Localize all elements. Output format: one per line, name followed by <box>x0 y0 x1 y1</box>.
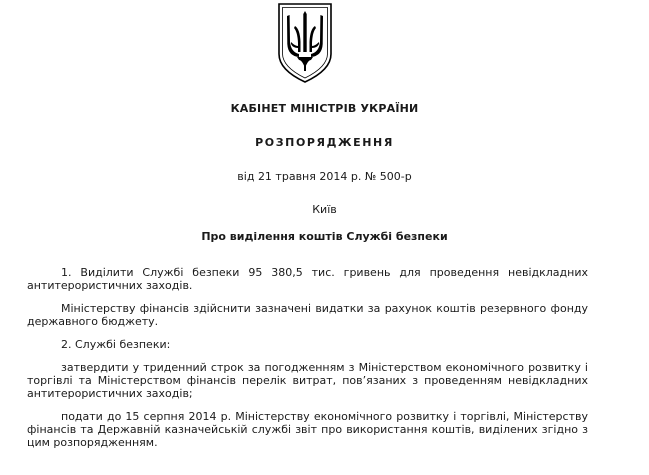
paragraph-4: затвердити у триденний строк за погодженням з Міністерством економічного розвитку і торгівлі та Міністерством фінансів перелік витрат, пов’язаних з проведенням невідкладних антитерористичних заходів; <box>27 361 588 400</box>
document-type: РОЗПОРЯДЖЕННЯ <box>255 136 394 149</box>
paragraph-5: подати до 15 серпня 2014 р. Міністерству економічного розвитку і торгівлі, Міністерству фінансів та Державній казначейській службі звіт про використання коштів, виділених згідно з цим розпорядженням. <box>27 410 588 449</box>
document-title: Про виділення коштів Службі безпеки <box>201 230 448 243</box>
paragraph-2: Міністерству фінансів здійснити зазначені видатки за рахунок коштів резервного фонду державного бюджету. <box>27 302 588 328</box>
issuing-authority: КАБІНЕТ МІНІСТРІВ УКРАЇНИ <box>230 102 419 115</box>
ukraine-trident-emblem-icon <box>275 2 335 84</box>
paragraph-1: 1. Виділити Службі безпеки 95 380,5 тис. гривень для проведення невідкладних антитерористичних заходів. <box>27 266 588 292</box>
paragraph-3: 2. Службі безпеки: <box>61 338 171 351</box>
document-body <box>27 266 588 459</box>
document-city: Київ <box>312 203 337 216</box>
document-date-number: від 21 травня 2014 р. № 500-р <box>237 170 412 183</box>
